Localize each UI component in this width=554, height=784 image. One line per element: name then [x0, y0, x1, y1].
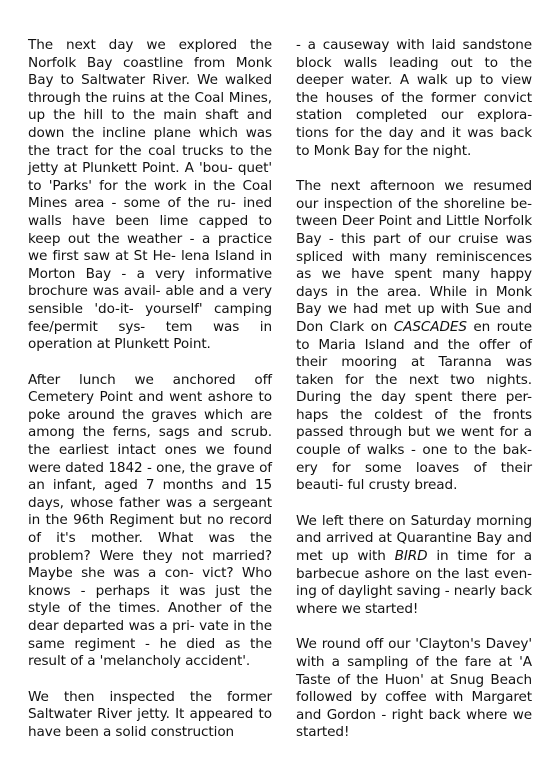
paragraph [28, 372, 272, 671]
paragraph-text: The next day we explored the Norfolk Bay coastline from Monk Bay to Saltwater River. We walked through the ruins at the Coal Mines, up the hill to the main shaft and down the incline plane which was the tract for the coal trucks to the jetty at Plunkett Point. A 'bou- quet' to 'Parks' for the work in the Coal Mines area - some of the ru- ined walls have been lime capped to keep out the weather - a practice we first saw at St He- lena Island in Morton Bay - a very informative brochure was avail- able and a very sensible 'do-it- yourself' camping fee/permit sys- tem was in operation at Plunkett Point. [28, 37, 272, 353]
paragraph-text: en route to Maria Island and the offer of their mooring at Taranna was taken for the next two nights. During the day spent there per- haps the coldest of the fronts passed through but we went for a couple of walks - one to the bak- ery for some loaves of their beauti- ful crusty bread. [296, 318, 533, 494]
paragraph [296, 513, 532, 619]
paragraph [28, 37, 272, 354]
paragraph-text: We round off our 'Clayton's Davey' with a sampling of the fare at 'A Taste of the Huon' at Snug Beach followed by coffee with Margaret and Gordon - right back where we started! [296, 636, 532, 741]
paragraph-text: - a causeway with laid sandstone block walls leading out to the deeper water. A walk up to view the houses of the former convict station completed our explora- tions for the day and it was back to Monk Bay for the night. [296, 37, 532, 159]
boat-name: BIRD [394, 548, 428, 565]
paragraph-text: We left there on Saturday morning and arrived at Quarantine Bay and met up with [296, 512, 532, 565]
paragraph-text: The next afternoon we resumed our inspection of the shoreline be- tween Deer Point and Little Norfolk Bay - this part of our cruise was spliced with many reminiscences as we have spent many happy days in the area. While in Monk Bay we had met up with Sue and Don Clark on [296, 178, 532, 335]
boat-name: CASCADES [393, 318, 467, 335]
paragraph-text: We then inspected the former Saltwater River jetty. It appeared to have been a solid construction [28, 688, 272, 740]
paragraph [296, 37, 532, 160]
paragraph [296, 178, 532, 495]
paragraph-text: After lunch we anchored off Cemetery Point and went ashore to poke around the graves which are among the ferns, sags and scrub. the earliest intact ones we found were dated 1842 - one, the grave of an infant, aged 7 months and 15 days, whose father was a sergeant in the 96th Regiment but no record of it's mother. What was the problem? Were they not married? Maybe she was a con- vict? Who knows - perhaps it was just the style of the times. Another of the dear departed was a pri- vate in the same regiment - he died as the result of a 'melancholy accident'. [28, 371, 272, 670]
paragraph [28, 689, 272, 742]
left-column [28, 37, 272, 742]
paragraph-text: in time for a barbecue ashore on the last even- ing of daylight saving - nearly back where we started! [296, 548, 532, 617]
paragraph [296, 636, 532, 742]
right-column [296, 37, 532, 742]
